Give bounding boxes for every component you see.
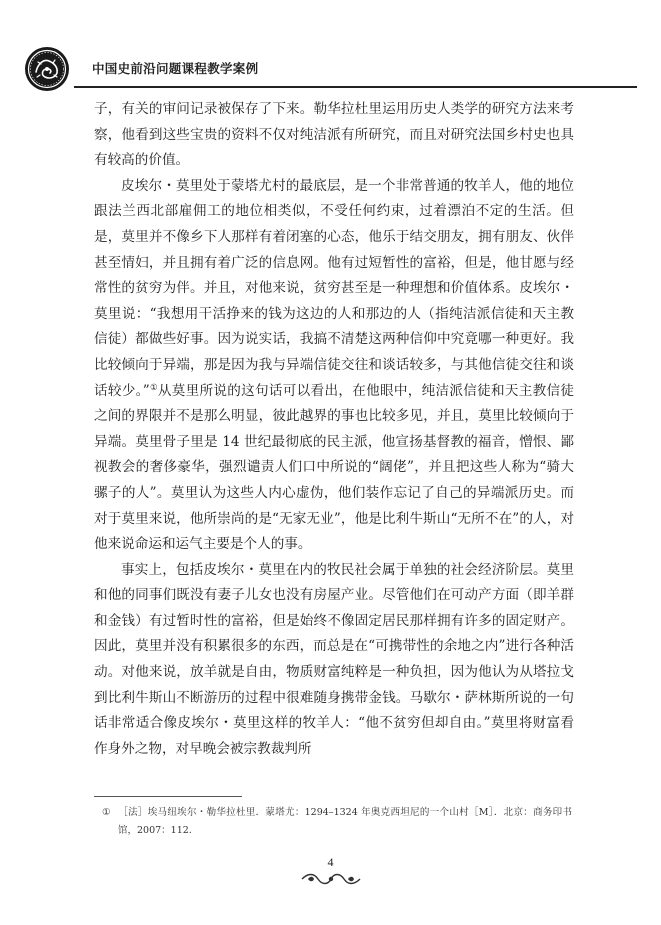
- page-ornament-icon: [300, 872, 362, 886]
- running-header: [24, 46, 637, 92]
- footnote-mark: ①: [102, 807, 111, 818]
- footnote: [102, 804, 572, 840]
- main-text: [94, 97, 574, 762]
- footnote-reference[interactable]: ①: [149, 382, 158, 393]
- paragraph-2-part-b: 从莫里所说的这句话可以看出，在他眼中，纯洁派信徒和天主教信徒之间的界限并不是那么明显，彼此越界的事也比较多见，并且，莫里比较倾向于异端。莫里骨子里是 14 世纪最彻底的民主派，他宣扬基督教的福音，憎恨、鄙视教会的奢侈豪华，强烈谴责人们口中所说的“阔佬”，并且把这些人称为“骑大骡子的人”。莫里认为这些人内心虚伪，他们装作忘记了自己的异端派历史。而对于莫里来说，他所崇尚的是“无家无业”，他是比利牛斯山“无所不在”的人，对他来说命运和运气主要是个人的事。: [94, 382, 574, 553]
- header-rule: [74, 86, 637, 88]
- paragraph-1: 子，有关的审问记录被保存了下来。勒华拉杜里运用历史人类学的研究方法来考察，他看到这些宝贵的资料不仅对纯洁派有所研究，而且对研究法国乡村史也具有较高的价值。: [94, 101, 574, 169]
- paragraph-2: [94, 174, 574, 558]
- footnote-text: ［法］埃马纽埃尔・勒华拉杜里．蒙塔尤：1294–1324 年奥克西坦尼的一个山村［M］．北京：商务印书馆，2007：112.: [118, 807, 572, 836]
- publisher-emblem-icon: [24, 46, 70, 92]
- paragraph-3: 事实上，包括皮埃尔・莫里在内的牧民社会属于单独的社会经济阶层。莫里和他的同事们既没有妻子儿女也没有房屋产业。尽管他们在可动产方面（即羊群和金钱）有过暂时性的富裕，但是始终不像固定居民那样拥有许多的固定财产。因此，莫里并没有积累很多的东西，而总是在“可携带性的余地之内”进行各种活动。对他来说，放羊就是自由，物质财富纯粹是一种负担，因为他认为从塔拉戈到比利牛斯山不断游历的过程中很难随身携带金钱。马歇尔・萨林斯所说的一句话非常适合像皮埃尔・莫里这样的牧羊人：“他不贫穷但却自由。”莫里将财富看作身外之物，对早晚会被宗教裁判所: [94, 561, 574, 757]
- book-title: 中国史前沿问题课程教学案例: [92, 61, 259, 76]
- page-number: 4: [327, 855, 334, 869]
- paragraph-2-part-a: 皮埃尔・莫里处于蒙塔尤村的最底层，是一个非常普通的牧羊人，他的地位跟法兰西北部雇佣工的地位相类似，不受任何约束，过着漂泊不定的生活。但是，莫里并不像乡下人那样有着闭塞的心态，他乐于结交朋友，拥有朋友、伙伴甚至情妇，并且拥有着广泛的信息网。他有过短暂性的富裕，但是，他甘愿与经常性的贫穷为伴。并且，对他来说，贫穷甚至是一种理想和价值体系。皮埃尔・莫里说：“我想用干活挣来的钱为这边的人和那边的人（指纯洁派信徒和天主教信徒）都做些好事。因为说实话，我搞不清楚这两种信仰中究竟哪一种更好。我比较倾向于异端，那是因为我与异端信徒交往和谈话较多，与其他信徒交往和谈话较少。”: [94, 177, 574, 399]
- footnote-rule: [94, 796, 242, 797]
